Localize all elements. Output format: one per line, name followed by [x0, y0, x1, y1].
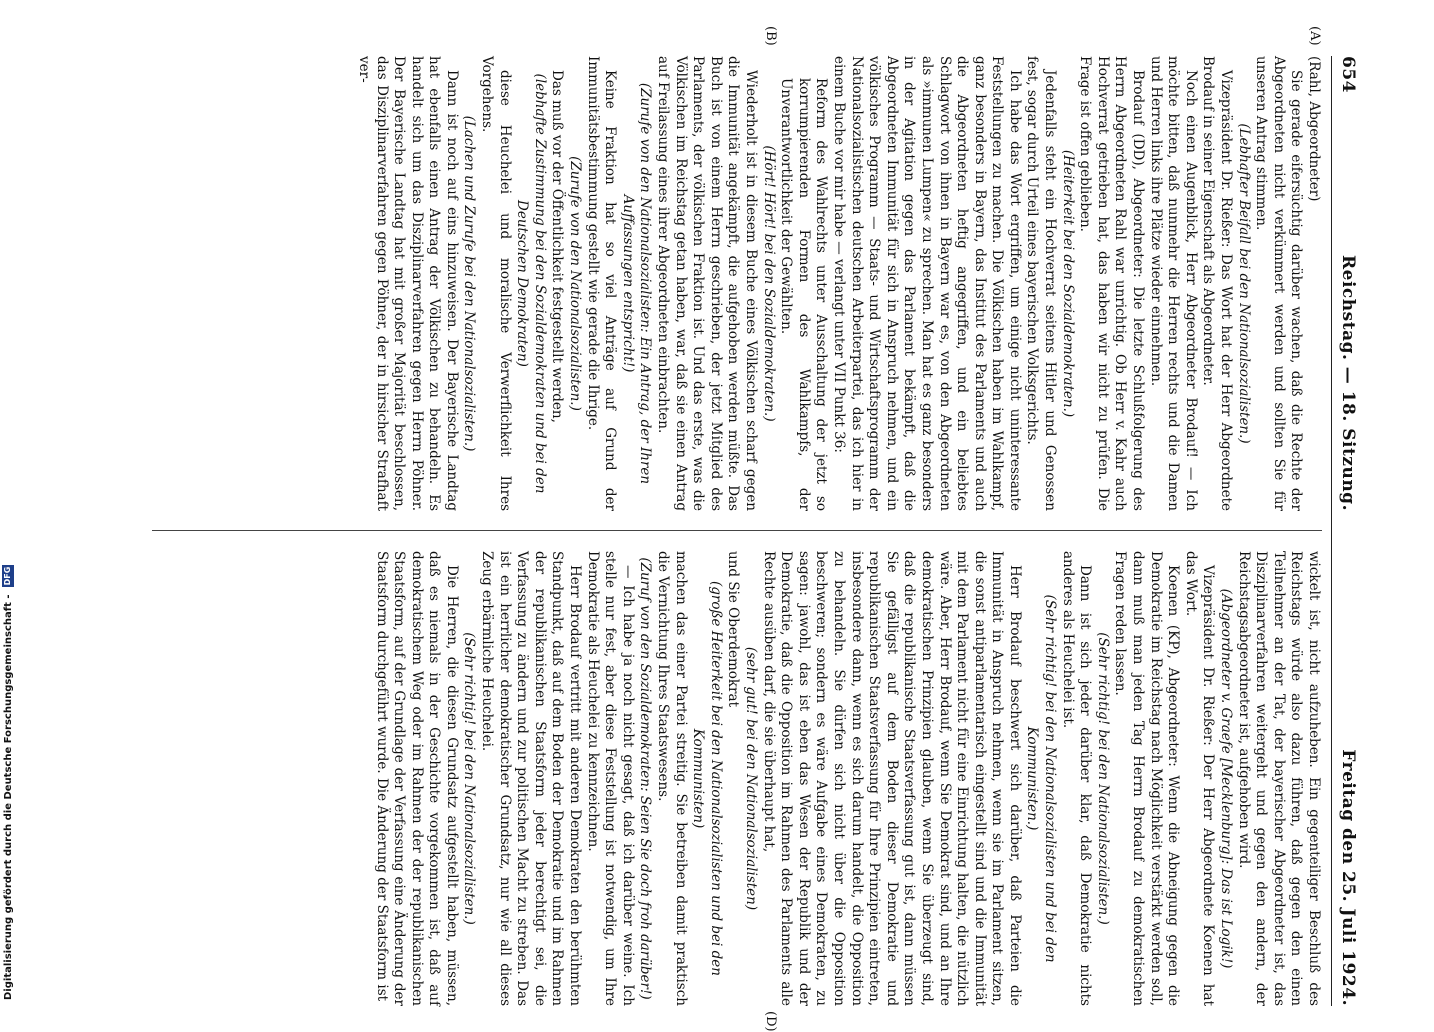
column-divider: [152, 530, 1322, 531]
paragraph: — Ich habe ja noch nicht gesagt, daß ich darüber weine. Ich stelle nur fest, aber diese Feststellung ist notwendig, um Ihre Demokratie als Heuchelei zu kennzeichnen.: [584, 551, 636, 1006]
interjection: (Sehr richtig! bei den Nationalsozialisten.): [1094, 632, 1111, 925]
interjection: (sehr gut! bei den Nationalsozialisten): [743, 646, 759, 911]
credit-text: Digitalisierung gefördert durch die Deutsche Forschungsgemeinschaft -: [3, 594, 14, 1000]
interjection: (lebhafte Zustimmung bei den Sozialdemokraten und bei den Deutschen Demokraten): [514, 73, 548, 494]
paragraph: Dann ist sich jeder darüber klar, daß Demokratie nichts anderes als Heuchelei ist.: [1059, 551, 1094, 1006]
paragraph: Wiederholt ist in diesem Buche eines Völkischen scharf gegen die Immunität angekämpft, die aufgehoben werden müßte. Das Buch ist von einem Herrn geschrieben, der jetzt Mitglied des Parlaments, der völkischen Fraktion ist. Und das erste, was die Völkischen im Reichstag getan haben, war, daß sie einen Antrag auf Freilassung eines ihrer Abgeordneten einbrachten.: [655, 56, 759, 511]
interjection: (Abgeordneter v. Graefe [Mecklenburg]: Das ist Logik!): [1218, 588, 1235, 969]
paragraph: wickelt ist, nicht aufzuheben. Ein gegenteiliger Beschluß des Reichstags würde also dazu führen, daß gegen den einen Teilnehmer an der Tat, der bayerischer Abgeordneter ist, das Disziplinarverfahren weitergeht und gegen den andern, der Reichstagsabgeordneter ist, aufgehoben wird.: [1235, 551, 1322, 1006]
interjection: (Zurufe von den Nationalsozialisten: Ein Antrag, der Ihren Auffassungen entspricht!): [619, 82, 654, 485]
paragraph: Vizepräsident Dr. Rießer: Der Herr Abgeordnete Koenen hat das Wort.: [1182, 551, 1217, 1006]
dfg-logo: DFG: [3, 566, 12, 586]
header-date: Freitag den 25. Juli 1924.: [1338, 749, 1358, 1006]
paragraph: Dann ist noch auf eins hinzuweisen. Der Bayerische Landtag hat ebenfalls einen Antrag der Völkischen zu behandeln. Es handelt sich um das Disziplinarverfahren gegen Herrn Pöhner. Der Bayerische Landtag hat mit großer Majorität beschlossen, das Disziplinarverfahren gegen Pöhner, der in hirsicher Strafhaft ver-: [355, 56, 460, 511]
paragraph: Ich habe das Wort ergriffen, um einige nicht uninteressante Feststellungen zu machen. Die Völkischen haben im Wahlkampf, ganz besonders in Bayern, das Institut des Parlaments und auch die Abgeordneten heftig angegriffen, und ein beliebtes Schlagwort von ihnen in Bayern war es, von den Abgeordneten als »immunen Lumpen« zu sprechen. Man hat es ganz besonders in der Agitation gegen das Parlament bekämpft, daß die Abgeordneten Immunität für sich in Anspruch nehmen, und ein völkisches Programm — Staats- und Wirtschaftsprogramm der Nationalsozialistischen deutschen Arbeiterpartei, das ich hier in einem Buche vor mir habe — verlangt unter VII Punkt 36:: [830, 56, 1023, 511]
margin-mark-b: (B): [763, 26, 778, 46]
header-rule: [1331, 56, 1332, 1006]
interjection: (Zuruf von den Sozialdemokraten: Seien Sie doch froh darüber!): [637, 557, 654, 1000]
interjection: (Heiterkeit bei den Sozialdemokraten.): [1059, 149, 1076, 418]
paragraph: Jedenfalls steht ein Hochverrat seitens Hitler und Genossen fest, sogar durch Urteil eines bayerischen Volksgerichts.: [1024, 56, 1059, 511]
paragraph: (Rahl, Abgeordneter): [1306, 56, 1322, 202]
paragraph: Vizepräsident Dr. Rießer: Das Wort hat der Herr Abgeordnete Brodauf in seiner Eigenschaft als Abgeordneter.: [1200, 56, 1235, 511]
paragraph: Reform des Wahlrechts unter Ausschaltung der jetzt so korrumpierenden Formen des Wahlkampfs, der Unverantwortlichkeit der Gewählten.: [778, 78, 830, 511]
paragraph: Keine Fraktion hat so viel Anträge auf Grund der Immunitätsbestimmung gestellt wie gerade die Ihrige.: [584, 56, 619, 511]
paragraph: machen das einer Partei streitig. Sie betreiben damit praktisch die Vernichtung Ihres Staatswesens.: [655, 551, 689, 1006]
margin-mark-d: (D): [763, 1011, 778, 1032]
page-header: [1338, 56, 1358, 1006]
interjection: (Sehr richtig! bei den Nationalsozialisten und bei den Kommunisten.): [1024, 594, 1059, 963]
paragraph: Die Herren, die diesen Grundsatz aufgestellt haben, müssen, daß es niemals in der Geschichte vorgekommen ist, daß auf demokratischem Weg oder im Rahmen der der republikanischen Staatsform, auf der Grundlage der Verfassung eine Änderung der Staatsform durchgeführt wurde. Die Änderung der Staatsform ist: [373, 551, 460, 1006]
left-column: [354, 56, 1322, 511]
margin-mark-a: (A): [1307, 26, 1322, 46]
paragraph: Brodauf (DD), Abgeordneter: Die letzte Schlußfolgerung des Herrn Abgeordneten Rahl war unrichtig. Ob Herr v. Kahr auch Hochverrat getrieben hat, das haben wir nicht zu prüfen. Die Frage ist offen geblieben.: [1077, 56, 1147, 511]
paragraph: Koenen (KP), Abgeordneter: Wenn die Abneigung gegen die Demokratie im Reichstag nach Möglichkeit verstärkt werden soll, dann muß man jeden Tag Herrn Brodauf zu demokratischen Fragen reden lassen.: [1112, 551, 1182, 1006]
interjection: (Hört! Hört! bei den Sozialdemokraten.): [760, 145, 777, 422]
interjection: (Lachen und Zurufe bei den Nationalsozialisten.): [461, 115, 478, 452]
paragraph: diese Heuchelei und moralische Verwerflichkeit Ihres Vorgehens.: [479, 56, 513, 511]
interjection: (Zurufe von den Nationalsozialisten.): [567, 156, 584, 411]
header-session: Reichstag. — 18. Sitzung.: [1338, 255, 1358, 511]
interjection: (große Heiterkeit bei den Nationalsozialisten und bei den Kommunisten): [690, 581, 724, 976]
rotated-page-content: [108, 26, 1358, 1032]
paragraph: Noch einen Augenblick, Herr Abgeordneter Brodauf! — Ich möchte bitten, daß nunmehr die Herren rechts und die Damen und Herren links ihre Plätze wieder einnehmen.: [1147, 56, 1199, 511]
digitization-credit: [2, 0, 16, 1000]
paragraph: Herr Brodauf beschwert sich darüber, daß Parteien die Immunität in Anspruch nehmen, wenn sie im Parlament sitzen, die sonst antiparlamentarisch eingestellt sind und die Immunität mit dem Parlament nicht für eine Einrichtung halten, die nützlich wäre. Aber, Herr Brodauf, wenn Sie Demokrat sind, und an Ihre demokratischen Prinzipien glauben, wenn Sie überzeugt sind, daß die republikanische Staatsverfassung gut ist, dann müssen Sie gefälligst auf dem Boden dieser Demokratie und republikanischen Staatsverfassung für Ihre Prinzipien eintreten, insbesondere dann, wenn es sich darum handelt, die Opposition zu behandeln. Sie dürfen sich nicht über die Opposition beschweren; sondern es wäre Aufgabe eines Demokraten, zu sagen: jawohl, das ist eben das Wesen der Republik und der Demokratie, daß die Opposition im Rahmen des Parlaments alle Rechte ausüben darf, die sie überhaupt hat,: [760, 551, 1023, 1006]
paragraph: Herr Brodauf vertritt mit anderen Demokraten den berühmten Standpunkt, daß auf dem Boden der Demokratie und im Rahmen der republikanischen Staatsform jeder berechtigt sei, die Verfassung zu ändern und zur politischen Macht zu streben. Das ist ein herrlicher demokratischer Grundsatz, nur wie all dieses Zeug erbärmliche Heuchelei.: [479, 551, 584, 1006]
page-number: 654: [1338, 56, 1358, 93]
right-column: [372, 551, 1322, 1006]
interjection: (Sehr richtig! bei den Nationalsozialisten.): [461, 632, 478, 925]
interjection: (Lebhafter Beifall bei den Nationalsozialisten.): [1235, 123, 1252, 444]
paragraph: und Sie Oberdemokrat: [725, 551, 742, 707]
paragraph: Sie gerade eifersüchtig darüber wachen, daß die Rechte der Abgeordneten nicht verkümmert werden und sollten Sie für unseren Antrag stimmen.: [1253, 56, 1305, 511]
paragraph: Das muß vor der Öffentlichkeit festgestellt werden,: [549, 70, 566, 423]
